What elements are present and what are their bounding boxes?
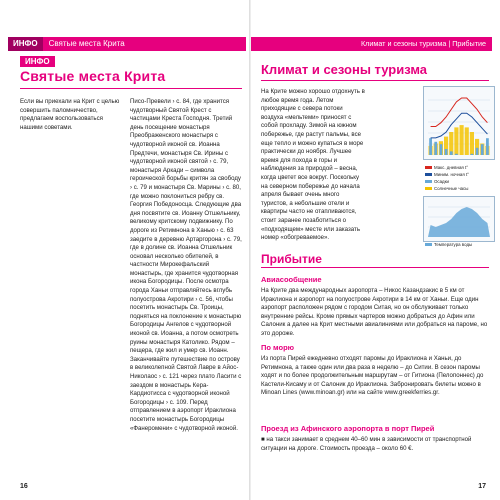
sea-text: Из порта Пирей ежедневно отходят паромы до Ираклиона и Ханьи, до Ретимнона, а также один или два раза в неделю – до Ситии. В сезон паромы ходят и по более продолжительным маршрутам – от Гитиона (Пелопоннес) до Кастели-Кисаму и от Салоник до Ираклиона. Забронировать билеты можно в Minoan Lines (www.minoan.gr) или на сайте www.greekferries.gr. [261,355,484,397]
right-page-header [251,37,492,51]
legend-label: Осадки [434,179,449,184]
legend-label: Температура воды [434,242,473,247]
legend-swatch [425,243,432,246]
title-rule [20,88,242,89]
legend-item [425,178,493,185]
line-max-temp [431,98,488,127]
area-water-temp [428,207,490,237]
legend-swatch [425,173,432,176]
bar-sunshine [454,127,458,155]
bar-precipitation [429,138,432,155]
header-title: Святые места Крита [48,39,125,48]
subtitle-air: Авиасообщение [261,275,322,284]
left-page-header [8,37,246,51]
water-temperature-chart [423,196,495,242]
section-title-climate: Климат и сезоны туризма [261,62,428,77]
legend-swatch [425,180,432,183]
legend-label: Солнечные часы [434,186,469,191]
info-badge: ИНФО [20,56,55,67]
bar-precipitation [481,144,484,155]
legend-swatch [425,187,432,190]
text-column-1: Если вы приехали на Крит с целью совершить паломничество, предлагаем воспользоваться нашими советами. [20,98,120,131]
legend-label: Миним. ночная t° [434,172,469,177]
bar-precipitation [471,154,474,155]
line-min-temp [431,113,488,138]
bar-precipitation [445,149,448,155]
header-title: Климат и сезоны туризма | Прибытие [360,39,486,48]
water-temp-caption [425,242,472,247]
legend-label: Макс. дневная t° [434,165,468,170]
climate-bar-chart [423,86,495,160]
bar-sunshine [470,132,474,155]
bar-precipitation [434,142,437,155]
bar-precipitation [455,154,458,155]
bar-precipitation [440,144,443,155]
climate-chart [423,86,493,256]
legend-item [425,164,493,171]
section-title-arrival: Прибытие [261,252,322,266]
page-number: 16 [20,483,28,490]
air-text: На Крите два международных аэропорта – Никос Казандзакис в 5 км от Ираклиона и аэропорт на полуострове Акротири в 14 км от Ханьи. Еще один аэропорт расположен рядом с городом Ситая, но он обслуживает только внутренние рейсы. Кроме прямых чартеров можно добраться до Афин или Салоник а далее на Крит местными авиалиниями или добраться на пароме, но это дороже. [261,287,488,337]
bar-sunshine [465,127,469,155]
piraeus-bullet: ■ на такси занимает в среднем 40–60 мин в зависимости от транспортной ситуации на дороге. Стоимость проезда – около 60 €. [261,436,472,452]
page-title: Святые места Крита [20,68,166,84]
arrival-rule [261,267,489,268]
header-tag: ИНФО [8,37,43,51]
subtitle-piraeus: Проезд из Афинского аэропорта в порт Пирей [261,424,435,433]
legend-item [425,171,493,178]
climate-text: На Крите можно хорошо отдохнуть в любое время года. Летом приходящие с севера потоки воздуха «мельтеми» приносят с собой прохладу. Зимой на южном побережье, где растут пальмы, все еще тепло и можно купаться в море практически до ноября. Лучшее время для похода в горы и наблюдения за природой – весна, когда цветет все вокруг. Поскольку на северном побережье до начала апреля бывает очень много туристов, а небольшие отели и квартиры часто не отапливаются, стоит заранее позаботиться о «подходящем» месте или заказать номер «обогреваемое». [261,88,365,242]
right-page [251,0,500,500]
legend-swatch [425,166,432,169]
text-column-2: Писо-Превели › с. 84, где хранится чудотворный Святой Крест с частицами Креста Господня. Третий день посещение монастыря Преображенского монастыря с чудотворной иконой св. Иоанна Предтечи, монастыря Св. Ирины с чудотворной иконой святой › с. 79, монастыря Аркади – символа героической борьбы критян за свободу › с. 79 и монастыря Св. Марины › с. 80, где можно поклониться ребру св. Георгия Победоносца. Следующие два дня посвятите св. Иоанну Отшельнику, великому критскому подвижнику. По дороге из Ретимнона в Ханью › с. 63 заедите в деревню Артаргорона › с. 79, где в долине св. Иоанна Отшельник основал несколько обителей, в частности Мирокефальский монастырь, где хранится чудотворная икона Богородицы. После осмотра города Ханьи отправляйтесь вглубь полуострова Акротири › с. 56, чтобы посетить монастырь Св. Троицы, подняться на поклонение к монастырю Богородицы Ангелов с чудотворной иконой св. Иоанна, а потом осмотреть руины монастыря Католико. Рядом – пещера, где жил и умер св. Иоанн. Заканчивайте путешествие по острову в великолепной Святой Лавре в Айос-Николаос › с. 121 через плато Ласити с заездом в монастырь Кера-Кардиотисса с чудотворной иконой Богородицы › с. 109. Перед отправлением в аэропорт Ираклиона посетите монастырь Богородицы «Фанеромени» с чудотворной иконой. [130,98,242,432]
bar-precipitation [450,151,453,155]
bar-precipitation [476,148,479,155]
bar-precipitation [486,138,489,155]
chart-legend [425,164,493,192]
page-number: 17 [478,483,486,490]
subtitle-sea: По морю [261,343,295,352]
legend-item [425,185,493,192]
bar-sunshine [460,125,464,155]
title-rule [261,80,489,81]
